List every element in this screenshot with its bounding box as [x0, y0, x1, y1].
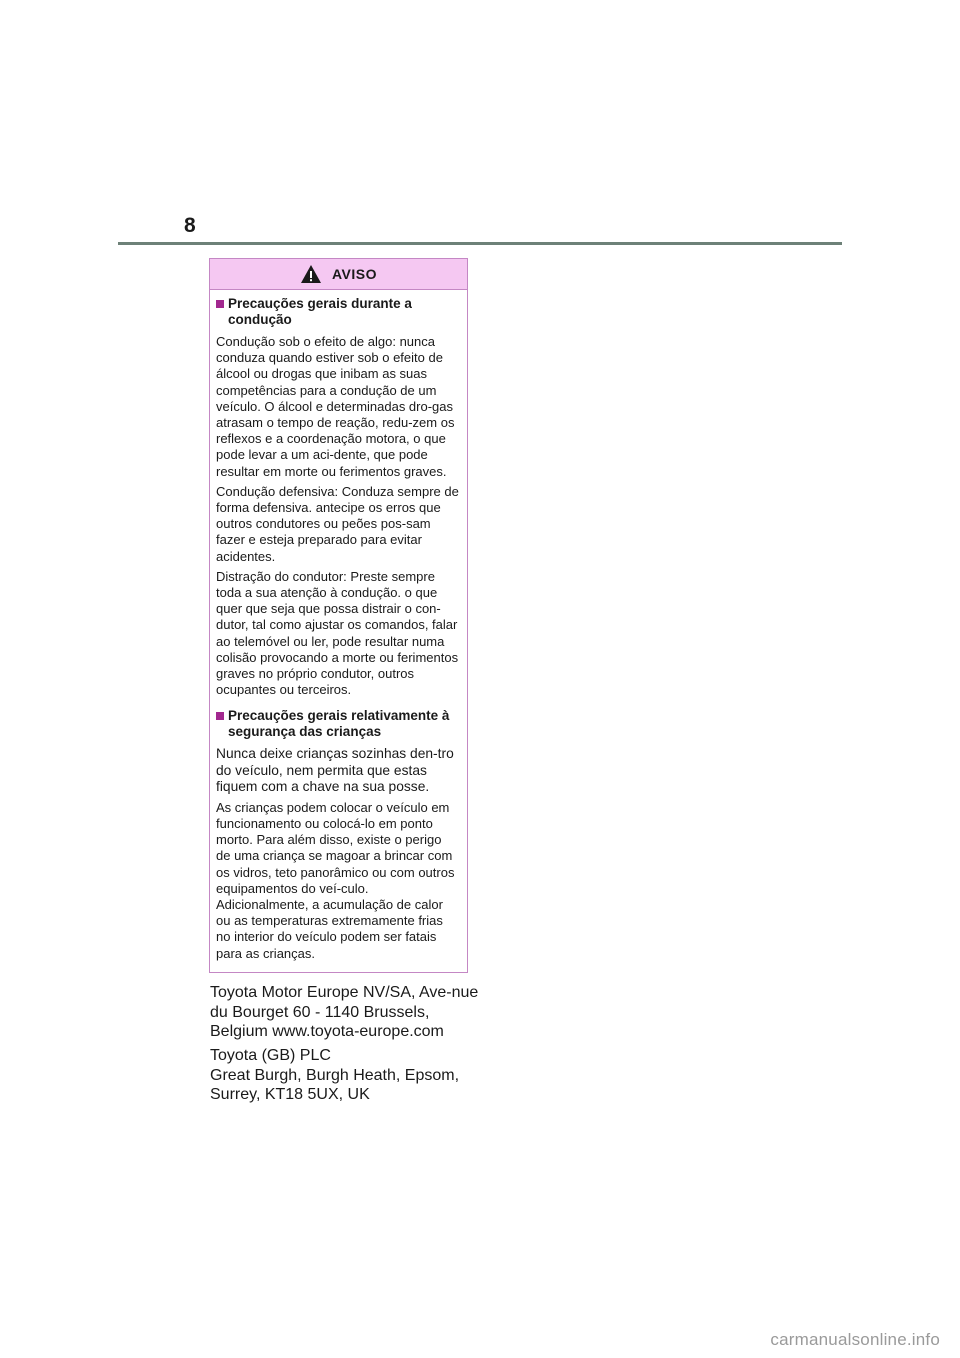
paragraph-children-risks: As crianças podem colocar o veículo em funcionamento ou colocá-lo em ponto morto. Para além disso, existe o perigo de uma criança se magoar a brincar com os vidros, teto panorâmico ou com outros equipamentos do veí-culo. Adicionalmente, a acumulação de calor ou as temperaturas extremamente frias no interior do veículo podem ser fatais para as crianças. — [216, 799, 455, 961]
warning-title: AVISO — [331, 266, 378, 282]
address-europe: Toyota Motor Europe NV/SA, Ave-nue du Bourget 60 - 1140 Brussels, Belgium www.toyota-europe.com — [210, 984, 479, 1040]
warning-triangle-icon — [300, 264, 322, 284]
address-uk-line1: Toyota (GB) PLC — [210, 1047, 331, 1064]
section-heading — [216, 296, 459, 328]
bullet-square-icon — [216, 300, 224, 308]
page-number: 8 — [184, 214, 196, 237]
warning-header — [210, 259, 467, 290]
paragraph-distraction: Distração do condutor: Preste sempre toda a sua atenção à condução. o que quer que seja que possa distrair o con-dutor, tal como ajustar os comandos, falar ao telemóvel ou ler, pode resultar numa colisão provocando a morte ou ferimentos graves no próprio condutor, outros ocupantes ou terceiros. — [216, 568, 459, 698]
section-heading-text: Precauções gerais durante a condução — [228, 296, 412, 327]
bullet-square-icon — [216, 712, 224, 720]
section-general-driving — [216, 296, 459, 698]
section-heading — [216, 708, 459, 740]
paragraph-children-alone: Nunca deixe crianças sozinhas den-tro do veículo, nem permita que estas fiquem com a chave na sua posse. — [216, 746, 454, 795]
warning-box — [209, 258, 468, 973]
paragraph-defensive-driving: Condução defensiva: Conduza sempre de forma defensiva. antecipe os erros que outros condutores ou peões pos-sam fazer e esteja preparado para evitar acidentes. — [216, 483, 459, 564]
warning-body — [210, 290, 467, 962]
section-heading-text: Precauções gerais relativamente à segurança das crianças — [228, 708, 450, 740]
paragraph-influence: Condução sob o efeito de algo: nunca conduza quando estiver sob o efeito de álcool ou drogas que inibam as suas competências para a condução de um veículo. O álcool e determinadas dro-gas atrasam o tempo de reação, redu-zem os reflexos e a coordenação motora, o que pode levar a um aci-dente, que pode resultar em morte ou ferimentos graves. — [216, 334, 455, 479]
address-uk-line2: Great Burgh, Burgh Heath, Epsom, Surrey, KT18 5UX, UK — [210, 1066, 460, 1103]
header-rule — [118, 242, 842, 245]
address-uk — [210, 1046, 480, 1105]
section-child-safety — [216, 708, 459, 961]
watermark: carmanualsonline.info — [770, 1330, 940, 1349]
